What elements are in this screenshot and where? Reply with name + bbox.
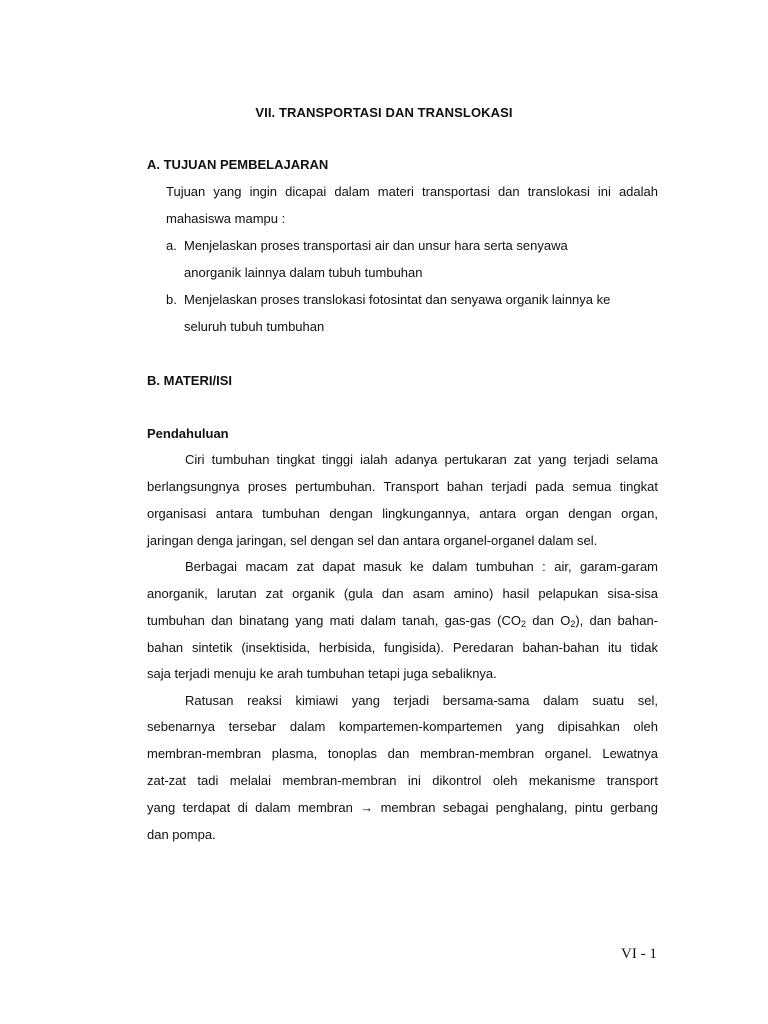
paragraph-line: membran-membran plasma, tonoplas dan membran-membran organel. Lewatnya xyxy=(147,746,658,761)
paragraph-line-with-formula xyxy=(147,613,658,629)
chapter-title: VII. TRANSPORTASI DAN TRANSLOKASI xyxy=(255,105,513,120)
paragraph-line: Ciri tumbuhan tingkat tinggi ialah adanya pertukaran zat yang terjadi selama xyxy=(185,452,658,467)
page-number: VI - 1 xyxy=(621,946,657,962)
list-marker: a. xyxy=(166,238,177,253)
paragraph-line: yang terdapat di dalam membran → membran sebagai penghalang, pintu gerbang xyxy=(147,800,658,815)
section-a-intro-line: Tujuan yang ingin dicapai dalam materi transportasi dan translokasi ini adalah xyxy=(166,184,658,199)
paragraph-line: anorganik, larutan zat organik (gula dan asam amino) hasil pelapukan sisa-sisa xyxy=(147,586,658,601)
paragraph-line: saja terjadi menuju ke arah tumbuhan tetapi juga sebaliknya. xyxy=(147,666,497,681)
subscript: 2 xyxy=(570,619,576,629)
objective-b-line: seluruh tubuh tumbuhan xyxy=(184,319,325,334)
paragraph-line: organisasi antara tumbuhan dengan lingkungannya, antara organ dengan organ, xyxy=(147,506,658,521)
text-segment: tumbuhan dan binatang yang mati dalam tanah, gas-gas (CO xyxy=(147,613,521,628)
section-a-heading: A. TUJUAN PEMBELAJARAN xyxy=(147,157,329,172)
text-segment: dan O xyxy=(525,613,571,628)
section-a-intro-line: mahasiswa mampu : xyxy=(166,211,286,226)
subsection-heading: Pendahuluan xyxy=(147,426,229,441)
paragraph-line: bahan sintetik (insektisida, herbisida, fungisida). Peredaran bahan-bahan itu tidak xyxy=(147,640,658,655)
paragraph-line: dan pompa. xyxy=(147,827,216,842)
list-marker: b. xyxy=(166,292,177,307)
section-b-heading: B. MATERI/ISI xyxy=(147,373,232,388)
text-segment: ), dan bahan- xyxy=(575,613,658,628)
paragraph-line: jaringan denga jaringan, sel dengan sel dan antara organel-organel dalam sel. xyxy=(147,533,598,548)
paragraph-line: berlangsungnya proses pertumbuhan. Transport bahan terjadi pada semua tingkat xyxy=(147,479,658,494)
objective-a-line: anorganik lainnya dalam tubuh tumbuhan xyxy=(184,265,423,280)
paragraph-line: Berbagai macam zat dapat masuk ke dalam tumbuhan : air, garam-garam xyxy=(185,559,658,574)
objective-a-line: Menjelaskan proses transportasi air dan unsur hara serta senyawa xyxy=(184,238,568,253)
paragraph-line: zat-zat tadi melalai membran-membran ini dikontrol oleh mekanisme transport xyxy=(147,773,658,788)
paragraph-line: sebenarnya tersebar dalam kompartemen-kompartemen yang dipisahkan oleh xyxy=(147,719,658,734)
subscript: 2 xyxy=(520,619,526,629)
objective-b-line: Menjelaskan proses translokasi fotosintat dan senyawa organik lainnya ke xyxy=(184,292,611,307)
paragraph-line: Ratusan reaksi kimiawi yang terjadi bersama-sama dalam suatu sel, xyxy=(185,693,658,708)
